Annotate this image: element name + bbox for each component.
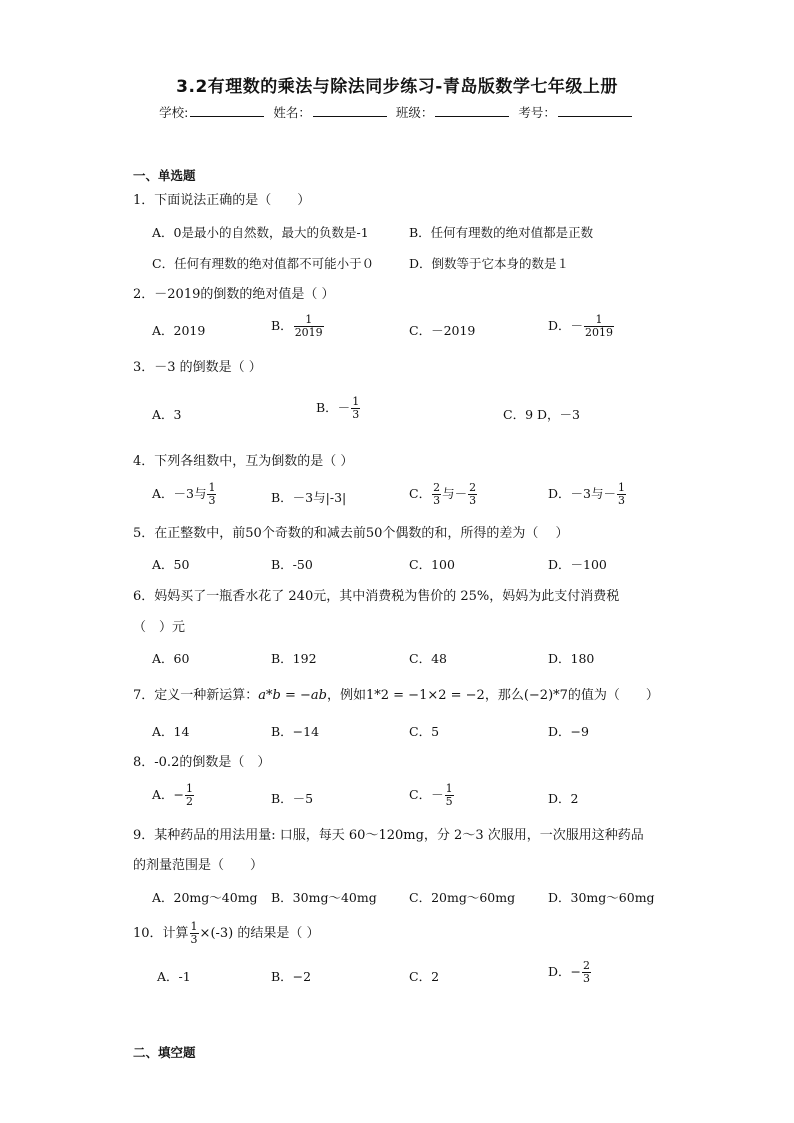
name-label: 姓名： [273,105,311,120]
q2-option-b: B． $\frac{1}{2019}$ [271,313,323,339]
question-3: 3．－3 的倒数是（ ） [133,360,262,375]
q4-d-fraction: $\frac{1}{3}$ [617,481,625,507]
q9-option-b: B．30mg～40mg [271,890,377,905]
q8-c-fraction: $\frac{1}{5}$ [445,782,453,808]
name-blank [313,104,387,117]
q8-a-fraction: $\frac{1}{2}$ [186,782,194,808]
q5-option-a: A．50 [152,557,190,572]
question-8: 8．-0.2的倒数是（ ） [133,755,271,770]
q2-option-d: D．－ $\frac{1}{2019}$ [548,313,614,339]
q9-option-c: C．20mg～60mg [409,890,516,905]
q4-c-fraction-1: $\frac{2}{3}$ [433,481,441,507]
q10-option-a: A．-1 [157,969,191,984]
question-1: 1．下面说法正确的是（ ） [133,193,311,208]
q3-option-a: A．3 [152,407,182,422]
question-9-line-1: 9．某种药品的用法用量: 口服，每天 60～120mg，分 2～3 次服用，一次服用这种药品 [133,828,644,843]
q4-option-c: C． $\frac{2}{3}$ 与－ $\frac{2}{3}$ [409,481,477,507]
q8-option-d: D．2 [548,791,579,806]
section-fill-in: 二、填空题 [133,1045,196,1060]
q3-option-cd: C．9 D，－3 [503,407,580,422]
q9-option-d: D．30mg～60mg [548,890,655,905]
q1-option-a: A．0是最小的自然数，最大的负数是-1 [152,225,369,240]
school-blank [190,104,264,117]
number-blank [558,104,632,117]
q10-d-fraction: $\frac{2}{3}$ [583,959,590,985]
q2-option-a: A．2019 [152,323,206,338]
question-7: 7．定义一种新运算：a*b = −ab，例如1*2 = −1×2 = −2，那么(−2)*7的值为（ ） [133,688,659,703]
q5-option-b: B．-50 [271,557,313,572]
question-5: 5．在正整数中，前50个奇数的和减去前50个偶数的和，所得的差为（ ） [133,526,569,541]
q4-option-b: B．－3与|-3| [271,490,347,505]
q5-option-d: D．－100 [548,557,607,572]
class-blank [435,104,509,117]
q1-option-c: C．任何有理数的绝对值都不可能小于０ [152,256,375,271]
question-6-line-2: （ ）元 [133,620,186,635]
q4-c-fraction-2: $\frac{2}{3}$ [469,481,477,507]
q10-fraction: $\frac{1}{3}$ [190,920,198,946]
q3-option-b: B．－ $\frac{1}{3}$ [316,395,360,421]
q1-option-b: B．任何有理数的绝对值都是正数 [409,225,594,240]
question-2: 2．－2019的倒数的绝对值是（ ） [133,287,335,302]
q6-option-c: C．48 [409,651,447,666]
q5-option-c: C．100 [409,557,455,572]
question-10: 10．计算 $\frac{1}{3}$ ×(-3) 的结果是（ ） [133,920,320,946]
q8-option-c: C．－ $\frac{1}{5}$ [409,782,453,808]
q8-option-b: B．－5 [271,791,314,806]
school-label: 学校: [159,105,189,120]
q6-option-b: B．192 [271,651,317,666]
number-label: 考号： [518,105,556,120]
q2-d-fraction: $\frac{1}{2019}$ [585,313,614,339]
class-label: 班级： [395,105,434,120]
q7-option-b: B．−14 [271,724,320,739]
q7-option-a: A．14 [152,724,190,739]
page-title: 3.2有理数的乘法与除法同步练习-青岛版数学七年级上册 [176,77,618,97]
q7-option-c: C．5 [409,724,440,739]
question-9-line-2: 的剂量范围是（ ） [133,858,264,873]
q10-option-d: D．− $\frac{2}{3}$ [548,959,590,985]
q7-definition-expr: a*b = −ab [258,688,327,703]
q6-option-d: D．180 [548,651,595,666]
section-single-choice: 一、单选题 [133,168,196,183]
q6-option-a: A．60 [152,651,190,666]
q7-option-d: D．−9 [548,724,589,739]
question-4: 4．下列各组数中，互为倒数的是（ ） [133,454,354,469]
q7-target-expr: (−2)*7 [523,688,568,703]
q10-option-c: C．2 [409,969,440,984]
q1-option-d: D．倒数等于它本身的数是１ [409,256,570,271]
question-6-line-1: 6．妈妈买了一瓶香水花了 240元，其中消费税为售价的 25%，妈妈为此支付消费税 [133,589,620,604]
q4-option-d: D．－3与－ $\frac{1}{3}$ [548,481,625,507]
q2-option-c: C．－2019 [409,323,476,338]
q4-a-fraction: $\frac{1}{3}$ [208,481,216,507]
q2-b-fraction: $\frac{1}{2019}$ [294,313,323,339]
q4-option-a: A．－3与 $\frac{1}{3}$ [152,481,216,507]
student-info-line [0,103,794,121]
q9-option-a: A．20mg～40mg [152,890,258,905]
q10-option-b: B．−2 [271,969,312,984]
q3-b-fraction: $\frac{1}{3}$ [352,395,360,421]
q8-option-a: A．− $\frac{1}{2}$ [152,782,194,808]
